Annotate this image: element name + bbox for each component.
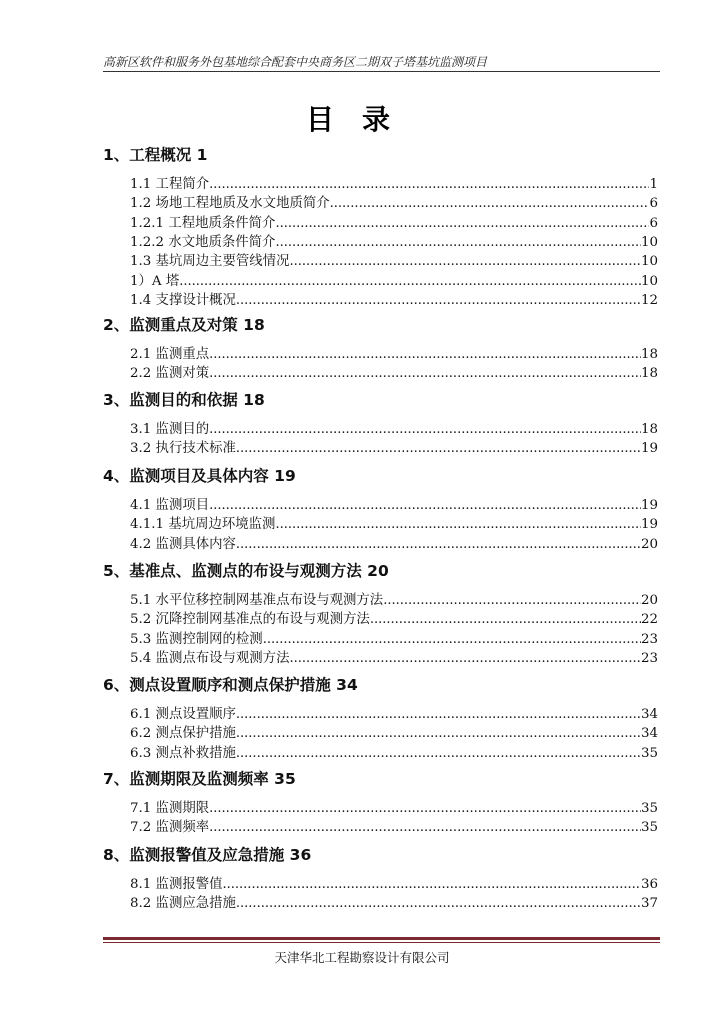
toc-dot-leader (275, 517, 641, 532)
toc-dot-leader (236, 537, 641, 552)
toc-entry-label: 3.1 监测目的 (130, 422, 210, 437)
toc-entry-label: 1.2.1 工程地质条件简介 (130, 215, 276, 231)
toc-entry-label: 4.2 监测具体内容 (130, 536, 236, 552)
toc-entry[interactable] (130, 250, 658, 269)
toc-entry-page: 6 (649, 196, 658, 212)
toc-entry[interactable] (130, 192, 658, 211)
toc-entry[interactable] (130, 797, 658, 816)
toc-entry-label: 7.1 监测期限 (130, 801, 210, 816)
toc-entry-label: 1.2.2 水文地质条件简介 (130, 234, 276, 250)
toc-entry-label: 2.1 监测重点 (130, 347, 210, 362)
toc-entry-label: 2.2 监测对策 (130, 366, 210, 382)
toc-section-heading[interactable]: 8、监测报警值及应急措施 36 (103, 846, 312, 864)
toc-entry[interactable] (130, 589, 658, 608)
toc-entry[interactable] (130, 816, 658, 835)
toc-entry[interactable] (130, 628, 658, 647)
toc-dot-leader (236, 707, 641, 722)
footer-rule-thin (103, 942, 660, 943)
toc-entry-page: 35 (640, 745, 658, 761)
toc-entry[interactable] (130, 533, 658, 552)
toc-dot-leader (209, 347, 641, 362)
toc-dot-leader (236, 746, 641, 761)
toc-entry-page: 35 (640, 820, 658, 836)
toc-entry-page: 18 (640, 366, 658, 382)
toc-section-heading[interactable]: 3、监测目的和依据 18 (103, 391, 265, 409)
toc-section-heading[interactable]: 4、监测项目及具体内容 19 (103, 467, 296, 485)
footer-rule (103, 937, 660, 940)
toc-entry-page: 20 (640, 536, 658, 552)
toc-entry[interactable] (130, 892, 658, 911)
toc-entry-page: 10 (640, 273, 658, 289)
toc-entry-label: 6.3 测点补救措施 (130, 745, 236, 761)
toc-entry[interactable] (130, 742, 658, 761)
toc-dot-leader (209, 820, 641, 835)
toc-dot-leader (275, 216, 649, 231)
toc-dot-leader (236, 896, 641, 911)
toc-entry-page: 22 (640, 612, 658, 628)
toc-entry-label: 5.4 监测点布设与观测方法 (130, 650, 290, 666)
toc-entry-label: 7.2 监测频率 (130, 820, 210, 836)
toc-entry-page: 23 (640, 650, 658, 666)
toc-entry[interactable] (130, 362, 658, 381)
toc-dot-leader (179, 274, 641, 289)
toc-entry[interactable] (130, 647, 658, 666)
toc-entry-label: 8.2 监测应急措施 (130, 896, 236, 912)
toc-entry-page: 1 (649, 177, 658, 192)
toc-dot-leader (370, 612, 641, 627)
toc-section-heading[interactable]: 1、工程概况 1 (103, 146, 208, 164)
toc-entry-label: 1.3 基坑周边主要管线情况 (130, 254, 290, 270)
toc-dot-leader (383, 593, 641, 608)
toc-dot-leader (209, 177, 649, 192)
toc-entry-page: 35 (640, 801, 658, 816)
toc-entry-label: 1.1 工程简介 (130, 177, 210, 192)
header-rule (103, 71, 660, 72)
toc-section-heading[interactable]: 2、监测重点及对策 18 (103, 316, 265, 334)
toc-dot-leader (330, 196, 650, 211)
toc-entry-label: 5.1 水平位移控制网基准点布设与观测方法 (130, 593, 384, 608)
toc-dot-leader (209, 422, 641, 437)
toc-entry-page: 10 (640, 234, 658, 250)
toc-entry-label: 5.2 沉降控制网基准点的布设与观测方法 (130, 612, 370, 628)
toc-entry-page: 12 (640, 292, 658, 308)
toc-dot-leader (236, 441, 641, 456)
toc-entry[interactable] (130, 231, 658, 250)
toc-entry-label: 1）A 塔 (130, 273, 180, 289)
toc-entry[interactable] (130, 513, 658, 532)
toc-entry-page: 23 (640, 631, 658, 647)
toc-entry[interactable] (130, 494, 658, 513)
toc-entry-page: 19 (640, 441, 658, 457)
toc-dot-leader (209, 801, 641, 816)
toc-dot-leader (236, 726, 641, 741)
toc-entry-page: 34 (640, 726, 658, 742)
toc-entry-page: 37 (640, 896, 658, 912)
toc-entry-page: 34 (640, 707, 658, 722)
toc-entry[interactable] (130, 703, 658, 722)
toc-dot-leader (209, 498, 641, 513)
toc-entry[interactable] (130, 343, 658, 362)
toc-entry-label: 1.4 支撑设计概况 (130, 292, 236, 308)
toc-entry[interactable] (130, 418, 658, 437)
footer-company: 天津华北工程勘察设计有限公司 (274, 950, 450, 965)
toc-title: 目录 (305, 103, 418, 136)
toc-entry-page: 6 (649, 215, 658, 231)
toc-dot-leader (289, 651, 640, 666)
toc-section-heading[interactable]: 6、测点设置顺序和测点保护措施 34 (103, 676, 358, 694)
page-header: 高新区软件和服务外包基地综合配套中央商务区二期双子塔基坑监测项目 (103, 55, 488, 69)
toc-dot-leader (209, 366, 641, 381)
toc-section-heading[interactable]: 7、监测期限及监测频率 35 (103, 770, 296, 788)
toc-dot-leader (263, 632, 641, 647)
toc-entry[interactable] (130, 873, 658, 892)
toc-entry-label: 1.2 场地工程地质及水文地质简介 (130, 196, 330, 212)
toc-entry-label: 6.2 测点保护措施 (130, 726, 236, 742)
toc-dot-leader (289, 254, 640, 269)
toc-entry-page: 18 (640, 347, 658, 362)
toc-entry-page: 18 (640, 422, 658, 437)
toc-entry-page: 10 (640, 254, 658, 270)
toc-dot-leader (236, 293, 641, 308)
toc-entry[interactable] (130, 608, 658, 627)
toc-entry-label: 6.1 测点设置顺序 (130, 707, 236, 722)
toc-section-heading[interactable]: 5、基准点、监测点的布设与观测方法 20 (103, 562, 389, 580)
toc-entry-label: 4.1 监测项目 (130, 498, 210, 513)
toc-entry-page: 19 (640, 498, 658, 513)
toc-entry[interactable] (130, 722, 658, 741)
toc-entry[interactable] (130, 173, 658, 192)
toc-entry-label: 5.3 监测控制网的检测 (130, 631, 263, 647)
toc-entry-label: 3.2 执行技术标准 (130, 441, 236, 457)
toc-entry-page: 20 (640, 593, 658, 608)
toc-entry-label: 8.1 监测报警值 (130, 877, 223, 892)
toc-entry-label: 4.1.1 基坑周边环境监测 (130, 517, 276, 533)
toc-entry[interactable] (130, 437, 658, 456)
toc-dot-leader (275, 235, 641, 250)
toc-entry[interactable] (130, 289, 658, 308)
toc-entry[interactable] (130, 212, 658, 231)
toc-entry[interactable] (130, 270, 658, 289)
toc-dot-leader (223, 877, 641, 892)
toc-entry-page: 36 (640, 877, 658, 892)
toc-entry-page: 19 (640, 517, 658, 533)
